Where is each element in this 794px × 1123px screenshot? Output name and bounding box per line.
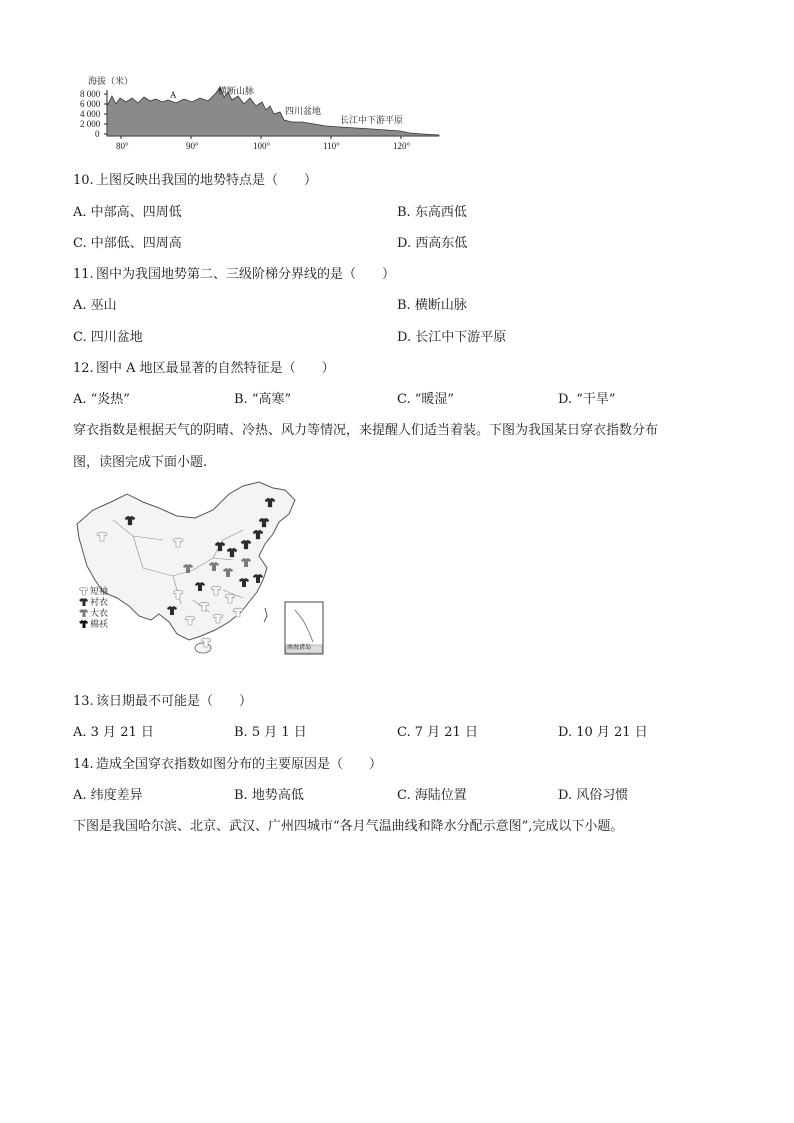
option-b[interactable]: B. 东高西低 [397, 205, 467, 220]
legend-item-shirt [79, 597, 108, 608]
short-sleeve-icon [79, 587, 88, 596]
option-a[interactable]: A. 巫山 [73, 298, 117, 313]
question-number: 13. [73, 694, 94, 709]
profile-y-tick: 8 000 [80, 89, 101, 99]
profile-y-tick: 4 000 [80, 109, 101, 119]
profile-x-tick: 80° [116, 141, 129, 151]
option-c[interactable]: C. 7 月 21 日 [397, 725, 478, 740]
profile-x-tick: 110° [323, 141, 340, 151]
option-b[interactable]: B. 5 月 1 日 [234, 725, 307, 740]
clothing-index-map [73, 480, 331, 655]
intro-clothing-line-1: 穿衣指数是根据天气的阴晴、冷热、风力等情况，来提醒人们适当着装。下图为我国某日穿衣指数分布 [73, 423, 659, 438]
intro-clothing-line-2: 图，读图完成下面小题. [73, 455, 208, 470]
map-legend [79, 586, 108, 630]
question-stem: 图中 A 地区最显著的自然特征是（ ） [96, 361, 335, 376]
option-a[interactable]: A. 中部高、四周低 [73, 205, 182, 220]
shirt-icon [79, 598, 88, 607]
option-d[interactable]: D. 长江中下游平原 [397, 330, 507, 345]
coat-icon [79, 609, 88, 618]
question-stem: 图中为我国地势第二、三级阶梯分界线的是（ ） [96, 267, 396, 282]
profile-x-tick: 120° [393, 141, 411, 151]
profile-y-label: 海拔（米） [88, 76, 134, 86]
question-stem: 该日期最不可能是（ ） [96, 694, 253, 709]
option-c[interactable]: C. 海陆位置 [397, 788, 467, 803]
profile-y-tick: 2 000 [80, 119, 101, 129]
china-map-outline [73, 480, 331, 655]
legend-label: 大衣 [90, 608, 109, 619]
option-b[interactable]: B. 地势高低 [234, 788, 304, 803]
option-b[interactable]: B. “高寒” [234, 392, 292, 407]
question-number: 10. [73, 173, 94, 188]
intro-climate: 下图是我国哈尔滨、北京、武汉、广州四城市“各月气温曲线和降水分配示意图”,完成以下小题。 [73, 819, 624, 834]
option-d[interactable]: D. 风俗习惯 [558, 788, 629, 803]
inset-label: 南海诸岛 [287, 645, 312, 651]
option-b[interactable]: B. 横断山脉 [397, 298, 467, 313]
option-a[interactable]: A. 纬度差异 [73, 788, 143, 803]
option-c[interactable]: C. 中部低、四周高 [73, 236, 182, 251]
terrain-profile-svg [104, 84, 449, 144]
profile-x-tick: 90° [186, 141, 199, 151]
legend-item-coat [79, 608, 108, 619]
option-a[interactable]: A. 3 月 21 日 [73, 725, 154, 740]
question-number: 14. [73, 757, 94, 772]
profile-label-a: A [170, 90, 177, 100]
legend-label: 棉袄 [90, 619, 109, 630]
legend-item-short [79, 586, 108, 597]
option-c[interactable]: C. 四川盆地 [73, 330, 143, 345]
question-stem: 造成全国穿衣指数如图分布的主要原因是（ ） [96, 757, 383, 772]
question-number: 11. [73, 267, 94, 282]
question-stem: 上图反映出我国的地势特点是（ ） [96, 173, 318, 188]
question-number: 12. [73, 361, 94, 376]
legend-label: 短袖 [90, 586, 109, 597]
profile-y-tick: 6 000 [80, 99, 101, 109]
option-d[interactable]: D. 西高东低 [397, 236, 468, 251]
padded-jacket-icon [79, 620, 88, 629]
profile-x-tick: 100° [253, 141, 271, 151]
option-a[interactable]: A. “炎热” [73, 392, 130, 407]
profile-label-hengduan: 横断山脉 [218, 86, 255, 96]
option-d[interactable]: D. “干旱” [558, 392, 616, 407]
legend-label: 衬衣 [90, 597, 109, 608]
option-c[interactable]: C. “暖湿” [397, 392, 455, 407]
option-d[interactable]: D. 10 月 21 日 [558, 725, 648, 740]
profile-label-sichuan: 四川盆地 [285, 106, 322, 116]
profile-label-changjiang: 长江中下游平原 [340, 115, 404, 125]
legend-item-padded [79, 619, 108, 630]
profile-y-tick: 0 [95, 129, 100, 139]
